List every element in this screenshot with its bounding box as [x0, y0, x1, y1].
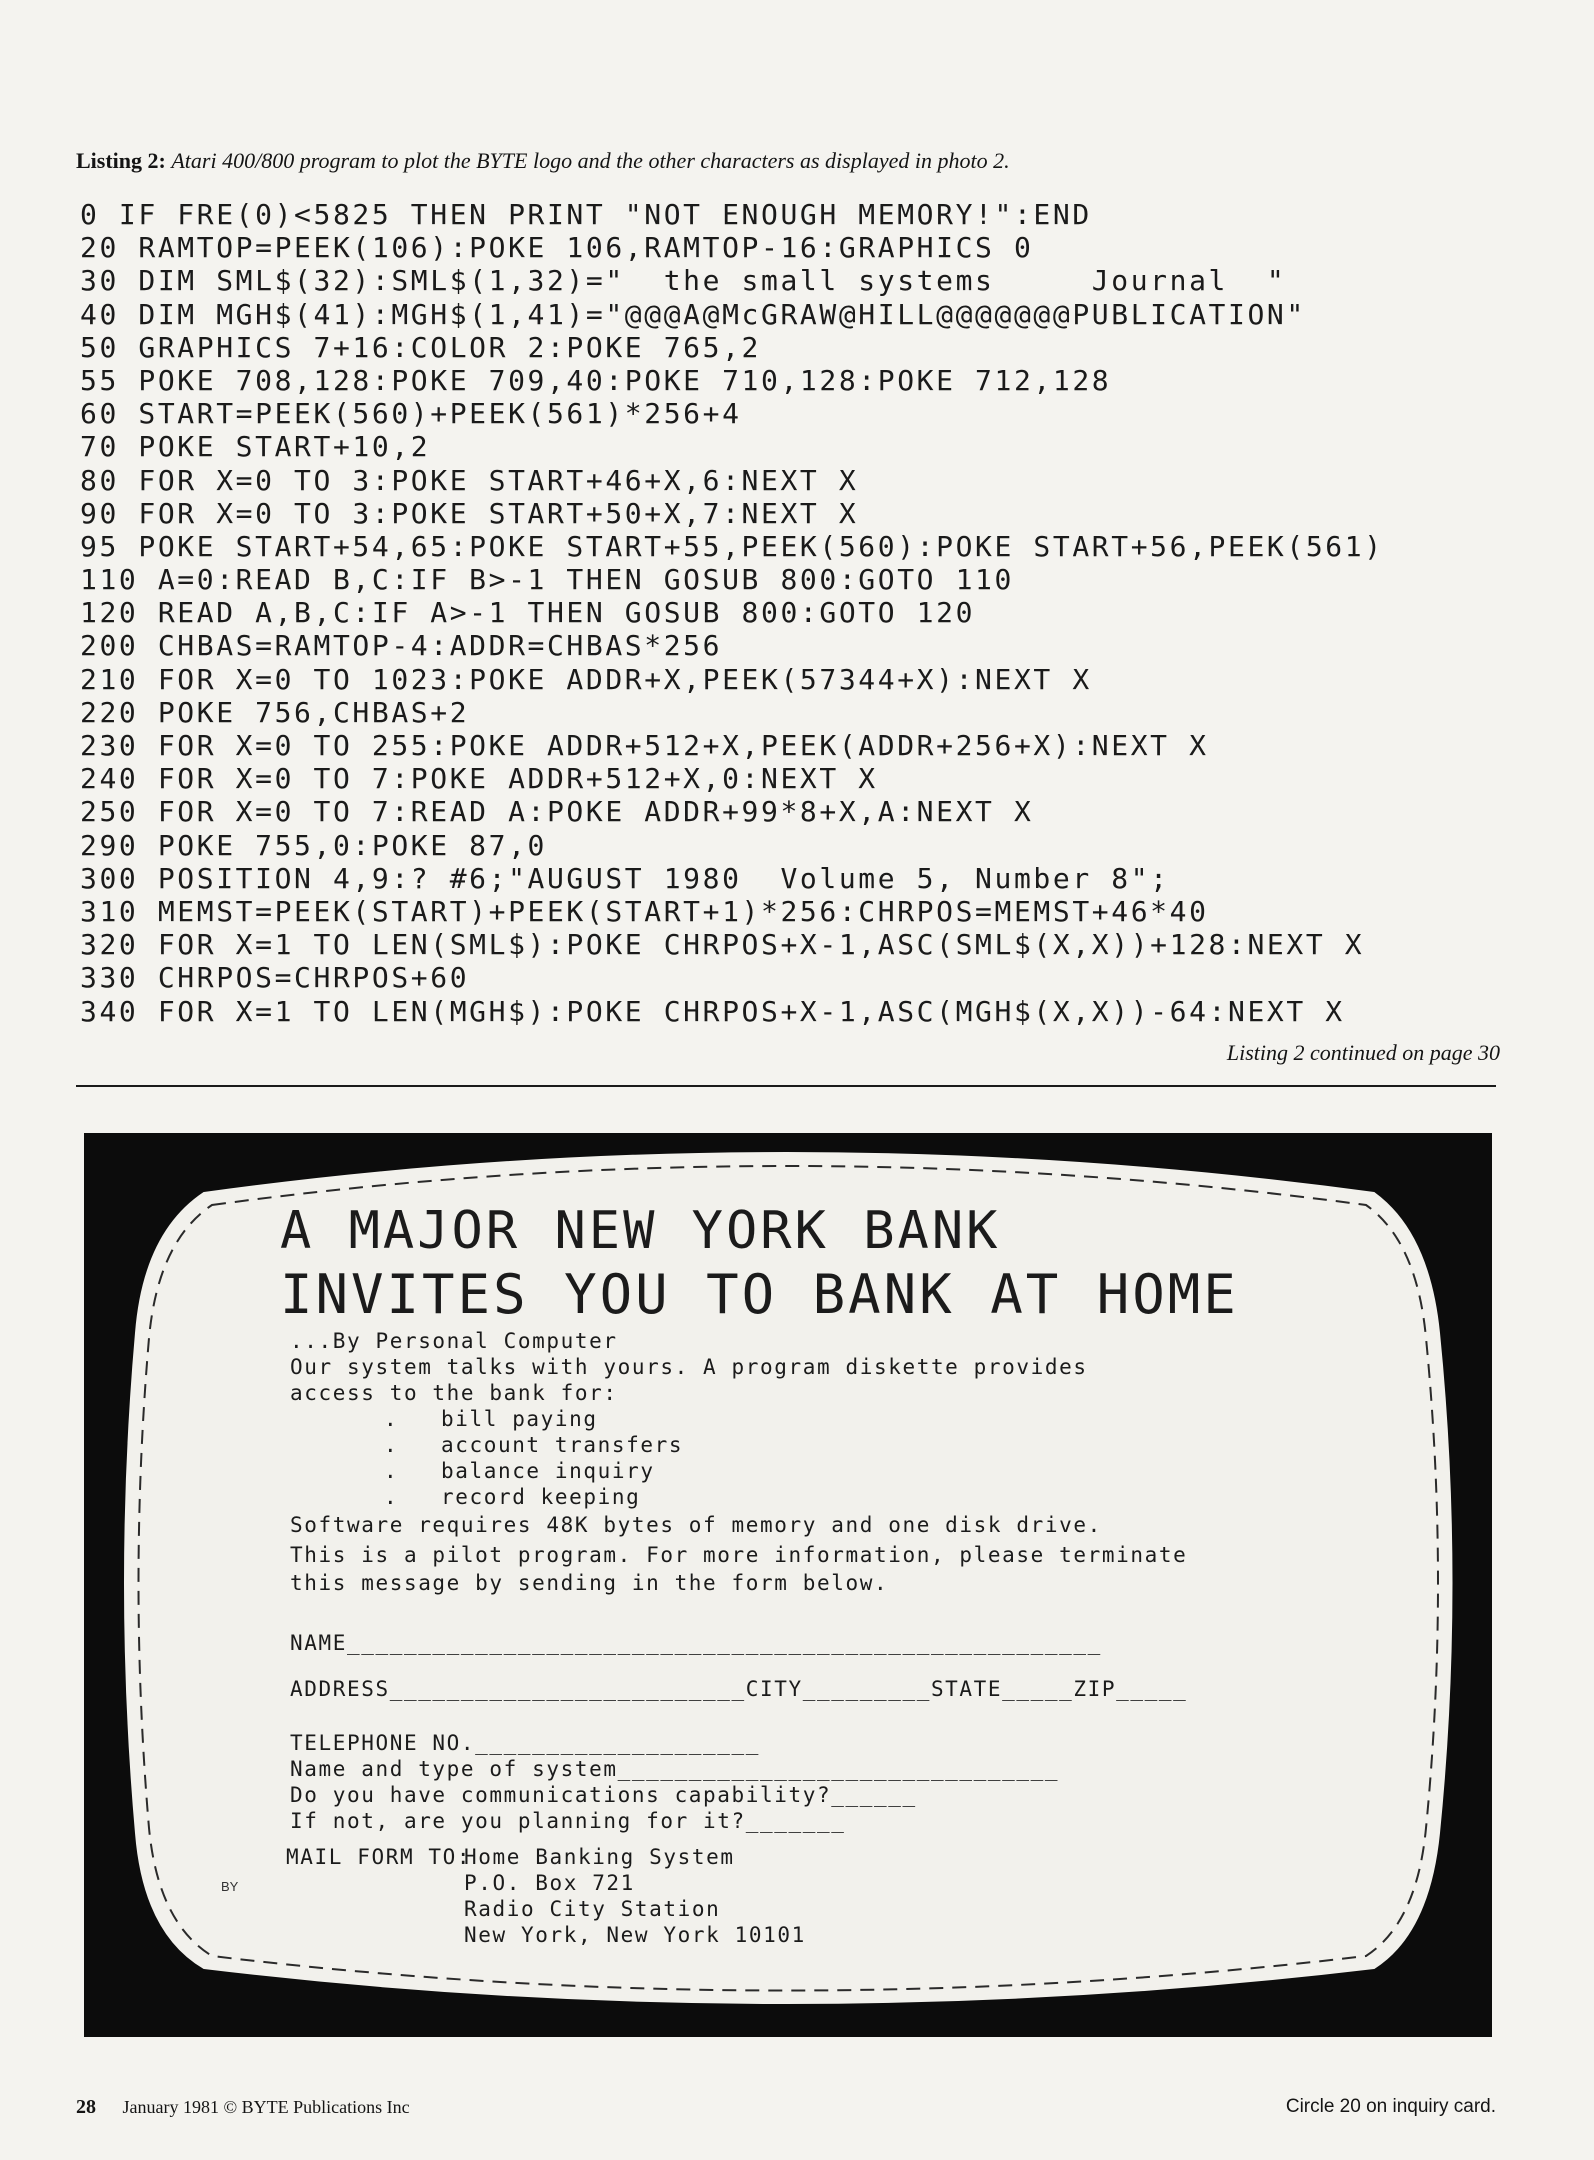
- mail-address-line: Home Banking System: [464, 1845, 735, 1869]
- code-line: 200 CHBAS=RAMTOP-4:ADDR=CHBAS*256: [80, 629, 723, 663]
- software-line-3: this message by sending in the form below.: [290, 1571, 889, 1595]
- service-bullet: . balance inquiry: [384, 1459, 655, 1483]
- code-line: 30 DIM SML$(32):SML$(1,32)=" the small systems Journal ": [80, 264, 1287, 298]
- mail-form-label: MAIL FORM TO:: [286, 1845, 472, 1869]
- name-field: NAME_____________________________________________________: [290, 1631, 1102, 1655]
- code-line: 55 POKE 708,128:POKE 709,40:POKE 710,128:POKE 712,128: [80, 363, 1112, 397]
- software-line-1: Software requires 48K bytes of memory and one disk drive.: [290, 1513, 1102, 1537]
- code-line: 20 RAMTOP=PEEK(106):POKE 106,RAMTOP-16:GRAPHICS 0: [80, 231, 1034, 265]
- code-line: 210 FOR X=0 TO 1023:POKE ADDR+X,PEEK(57344+X):NEXT X: [80, 662, 1092, 696]
- address-field: ADDRESS_________________________CITY_________STATE_____ZIP_____: [290, 1677, 1188, 1701]
- listing-caption: [76, 146, 1496, 176]
- code-line: 40 DIM MGH$(41):MGH$(1,41)="@@@A@McGRAW@HILL@@@@@@@PUBLICATION": [80, 297, 1306, 331]
- intro-line-2: access to the bank for:: [290, 1381, 618, 1405]
- software-line-2: This is a pilot program. For more information, please terminate: [290, 1543, 1188, 1567]
- caption-label: Listing 2:: [76, 148, 166, 173]
- code-line: 250 FOR X=0 TO 7:READ A:POKE ADDR+99*8+X,A:NEXT X: [80, 795, 1034, 829]
- screen-content: [84, 1133, 1492, 2037]
- planning-field: If not, are you planning for it?_______: [290, 1809, 846, 1833]
- footer-date: January 1981 © BYTE Publications Inc: [122, 2097, 410, 2117]
- code-line: 95 POKE START+54,65:POKE START+55,PEEK(560):POKE START+56,PEEK(561): [80, 529, 1384, 563]
- code-line: 50 GRAPHICS 7+16:COLOR 2:POKE 765,2: [80, 330, 762, 364]
- code-line: 310 MEMST=PEEK(START)+PEEK(START+1)*256:CHRPOS=MEMST+46*40: [80, 894, 1209, 928]
- by-credit: BY: [221, 1879, 239, 1894]
- basic-listing: [80, 198, 1520, 1028]
- mail-address-line: P.O. Box 721: [464, 1871, 635, 1895]
- continued-note: Listing 2 continued on page 30: [1226, 1040, 1500, 1065]
- mail-address-line: New York, New York 10101: [464, 1923, 806, 1947]
- code-line: 290 POKE 755,0:POKE 87,0: [80, 828, 547, 862]
- communications-field: Do you have communications capability?______: [290, 1783, 917, 1807]
- code-line: 70 POKE START+10,2: [80, 430, 431, 464]
- footer-left: [76, 2096, 410, 2119]
- headline-line-2: INVITES YOU TO BANK AT HOME: [280, 1263, 1239, 1326]
- code-line: 330 CHRPOS=CHRPOS+60: [80, 961, 470, 995]
- code-line: 110 A=0:READ B,C:IF B>-1 THEN GOSUB 800:GOTO 110: [80, 563, 1014, 597]
- code-line: 0 IF FRE(0)<5825 THEN PRINT "NOT ENOUGH MEMORY!":END: [80, 198, 1092, 231]
- service-bullet: . record keeping: [384, 1485, 641, 1509]
- code-line: 320 FOR X=1 TO LEN(SML$):POKE CHRPOS+X-1,ASC(SML$(X,X))+128:NEXT X: [80, 928, 1365, 962]
- code-line: 60 START=PEEK(560)+PEEK(561)*256+4: [80, 397, 742, 431]
- code-line: 230 FOR X=0 TO 255:POKE ADDR+512+X,PEEK(ADDR+256+X):NEXT X: [80, 729, 1209, 762]
- service-bullet: . account transfers: [384, 1433, 684, 1457]
- code-line: 90 FOR X=0 TO 3:POKE START+50+X,7:NEXT X: [80, 496, 859, 530]
- code-line: 80 FOR X=0 TO 3:POKE START+46+X,6:NEXT X: [80, 463, 859, 497]
- mail-address-line: Radio City Station: [464, 1897, 721, 1921]
- inquiry-note: Circle 20 on inquiry card.: [1285, 2096, 1496, 2117]
- code-line: 120 READ A,B,C:IF A>-1 THEN GOSUB 800:GOTO 120: [80, 596, 976, 630]
- service-bullet: . bill paying: [384, 1407, 598, 1431]
- bank-advertisement: [84, 1133, 1492, 2037]
- caption-text: Atari 400/800 program to plot the BYTE logo and the other characters as displayed in photo 2.: [171, 148, 1010, 173]
- byline: ...By Personal Computer: [290, 1329, 618, 1353]
- page-number: 28: [76, 2096, 96, 2118]
- code-line: 240 FOR X=0 TO 7:POKE ADDR+512+X,0:NEXT X: [80, 762, 878, 796]
- code-line: 300 POSITION 4,9:? #6;"AUGUST 1980 Volume 5, Number 8";: [80, 861, 1170, 895]
- section-divider: [76, 1085, 1496, 1087]
- code-line: 220 POKE 756,CHBAS+2: [80, 695, 470, 729]
- intro-line-1: Our system talks with yours. A program diskette provides: [290, 1355, 1088, 1379]
- code-line: 340 FOR X=1 TO LEN(MGH$):POKE CHRPOS+X-1,ASC(MGH$(X,X))-64:NEXT X: [80, 994, 1345, 1028]
- headline-line-1: A MAJOR NEW YORK BANK: [280, 1201, 1001, 1261]
- system-field: Name and type of system_______________________________: [290, 1757, 1060, 1781]
- telephone-field: TELEPHONE NO.____________________: [290, 1731, 761, 1755]
